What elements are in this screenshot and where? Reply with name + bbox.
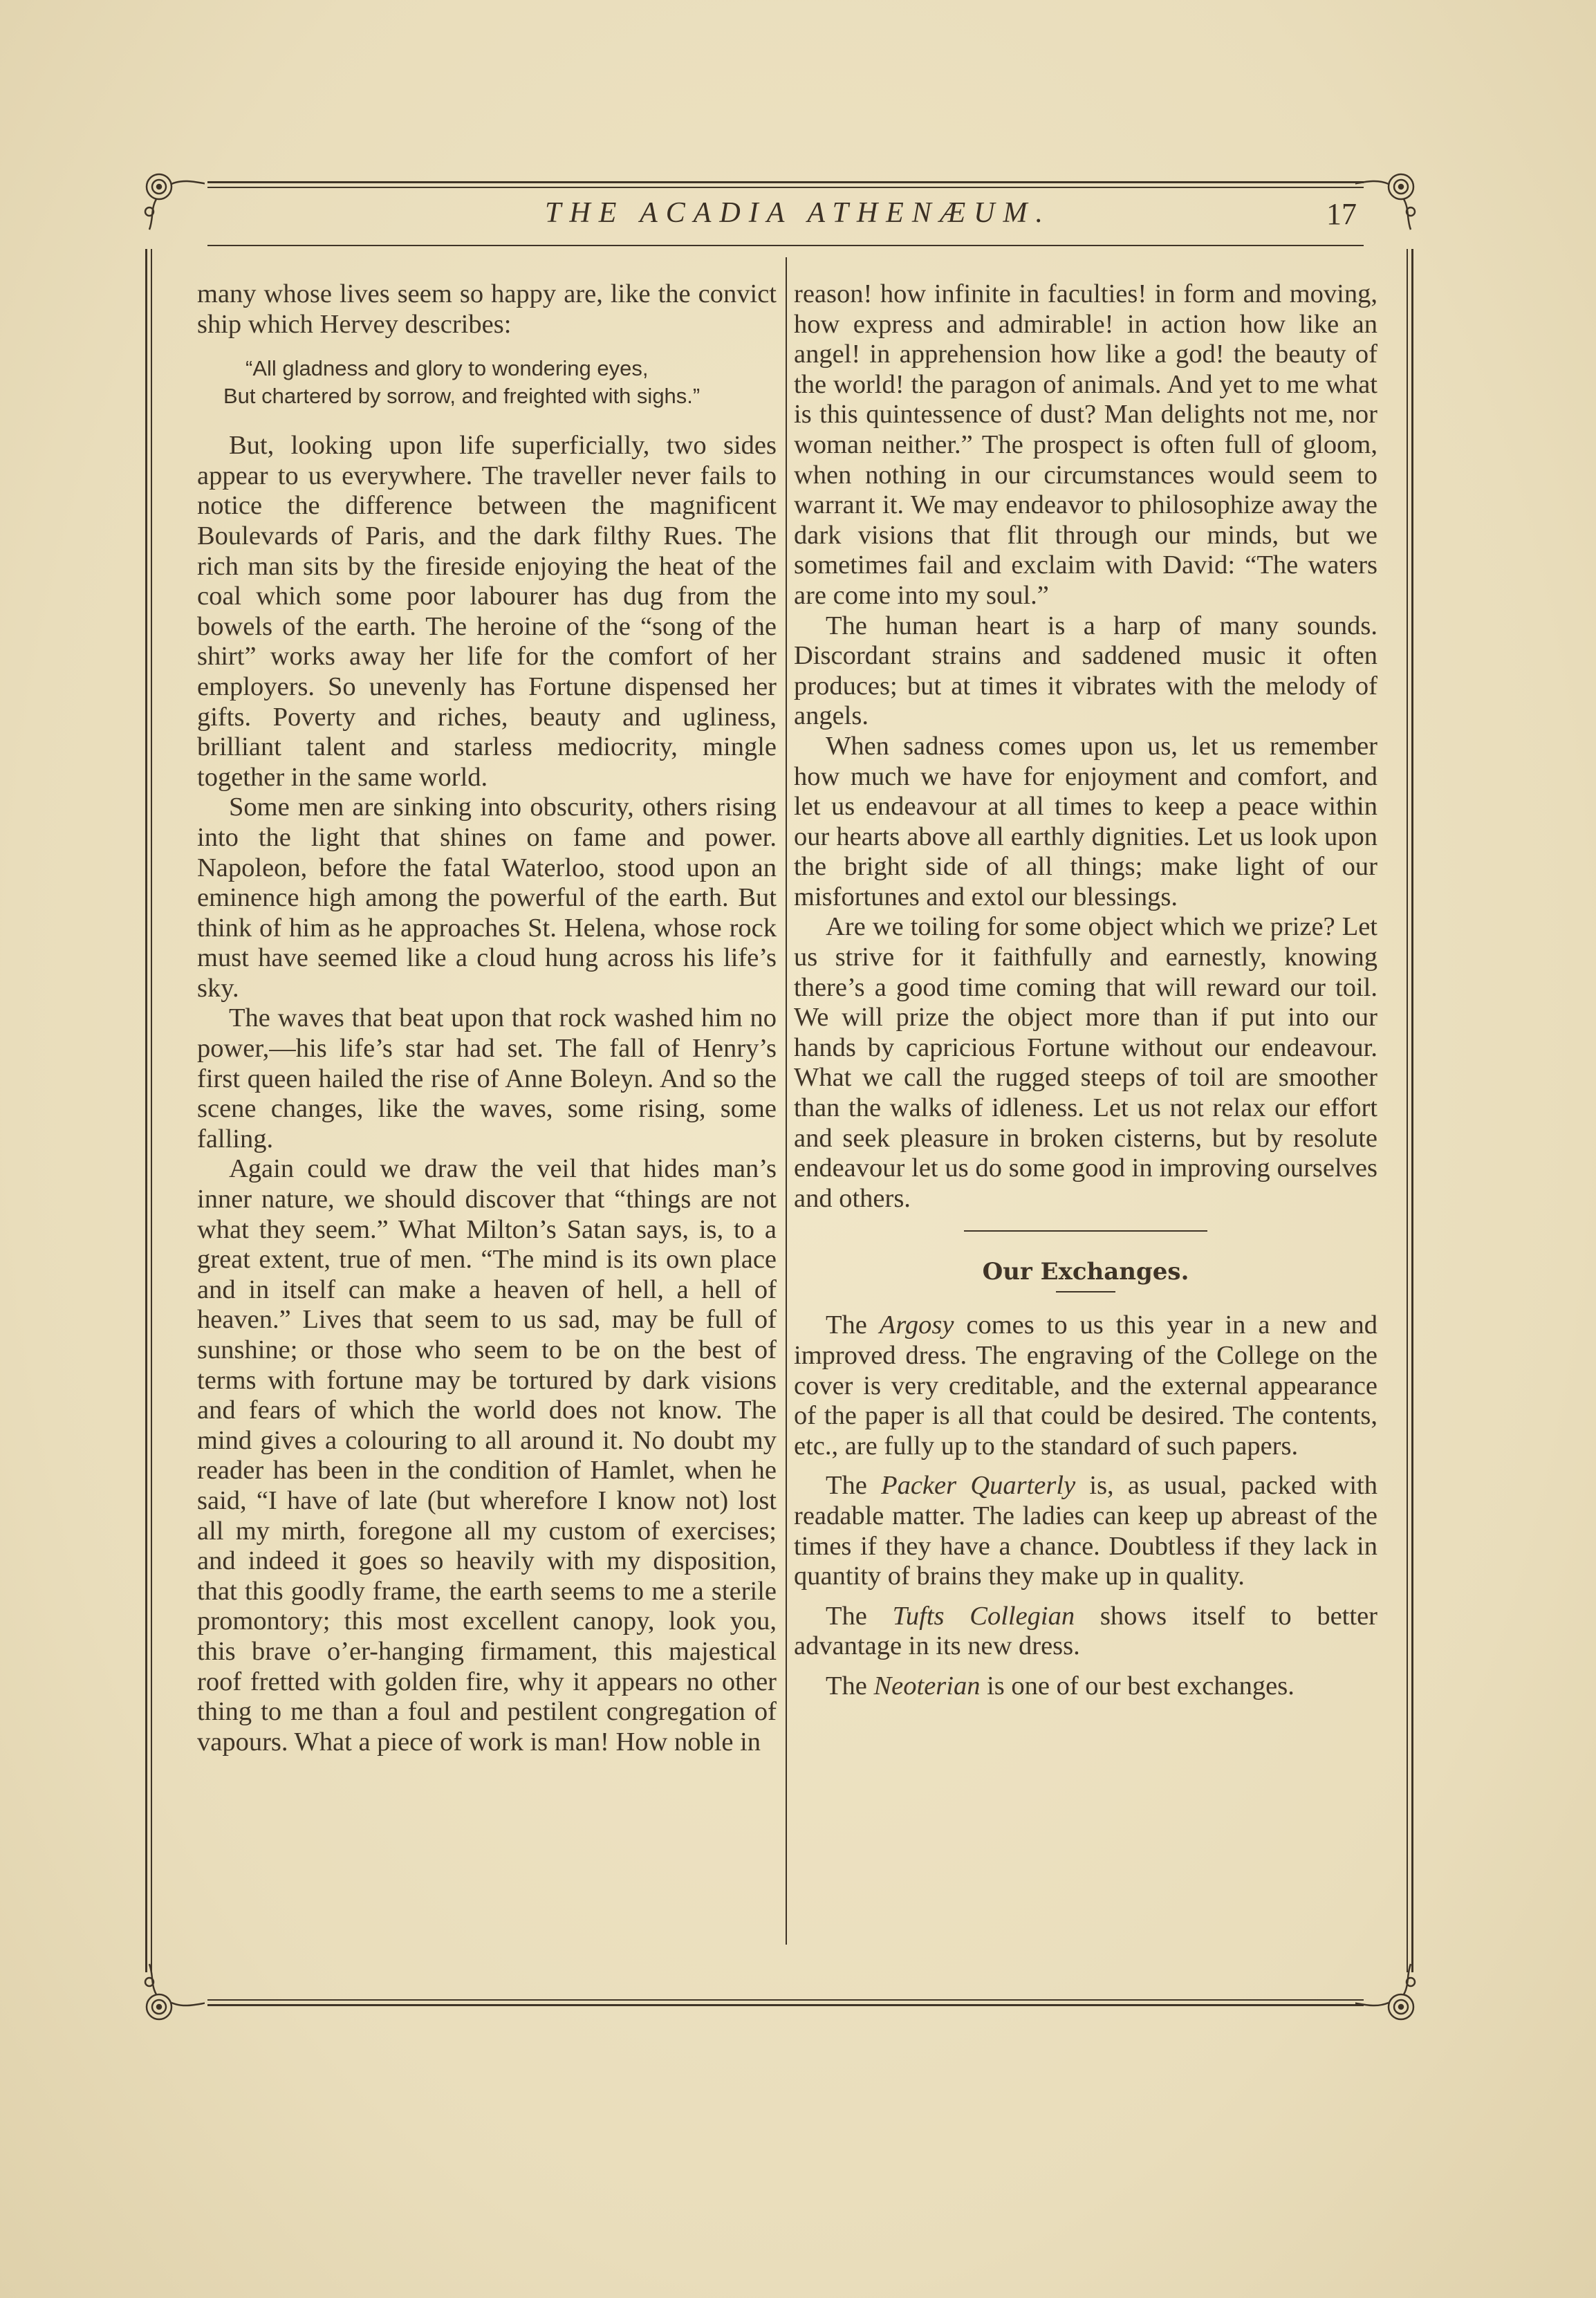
right-continuation-text: reason! how infinite in faculties! in form and moving, how express and admirable! in action how like an angel! in apprehension how like a god! the beauty of the world! the paragon of animals. And yet to me what is this quintessence of dust? Man delights not me, nor woman neither.” The prospect is often full of gloom, when nothing in our circumstances would seem to warrant it. We may endeavor to philosophize away the dark visions that flit through our minds, but we sometimes fail and exclaim with David: “The waters are come into my soul.” [794, 279, 1377, 610]
poem-line: “All gladness and glory to wondering eyes, [245, 356, 649, 381]
exchange-title: Packer Quarterly [881, 1471, 1076, 1501]
left-rule-inner [151, 249, 152, 1972]
exchange-title: Neoterian [873, 1671, 981, 1701]
exchange-text: The [826, 1471, 882, 1501]
exchange-item [794, 1471, 1377, 1591]
top-rule-lower [207, 187, 1364, 188]
section-separator [964, 1230, 1207, 1232]
exchange-text: The [826, 1671, 874, 1701]
exchange-title: Argosy [879, 1310, 954, 1340]
top-rule-upper [207, 181, 1364, 183]
left-rule-outer [145, 249, 147, 1972]
paragraph: The waves that beat upon that rock washed him no power,—his life’s star had set. The fall of Henry’s first queen hailed the rise of Anne Boleyn. And so the scene changes, like the waves, some rising, some falling. [197, 1003, 777, 1153]
paragraph: Again could we draw the veil that hides man’s inner nature, we should discover that “things are not what they seem.” What Milton’s Satan says, is, to a great extent, true of men. “The mind is its own place and in itself can make a heaven of hell, a hell of heaven.” Lives that seem to us sad, may be full of sunshine; or those who seem to be on the best of terms with fortune may be tortured by dark visions and fears of which the world does not know. The mind gives a colouring to all around it. No doubt my reader has been in the condition of Hamlet, when he said, “I have of late (but wherefore I know not) lost all my mirth, foregone all my custom of exercises; and indeed it goes so heavily with my disposition, that this goodly frame, the earth seems to me a sterile promontory; this most excellent canopy, look you, this brave o’er-hanging firmament, this majestical roof fretted with golden fire, why it appears no other thing to me than a foul and pestilent congregation of vapours. What a piece of work is man! How noble in [197, 1154, 777, 1757]
exchange-item [794, 1310, 1377, 1461]
right-column [794, 279, 1377, 1712]
exchange-item [794, 1602, 1377, 1662]
paragraph: When sadness comes upon us, let us remember how much we have for enjoyment and comfort, and let us endeavour at all times to keep a peace within our hearts above all earthly dignities. Let us look upon the bright side of all things; make light of our misfortunes and extol our blessings. [794, 731, 1377, 911]
header-underline [207, 245, 1364, 246]
paragraph: But, looking upon life superficially, two sides appear to us everywhere. The traveller never fails to notice the difference between the magnificent Boulevards of Paris, and the dark filthy Rues. The rich man sits by the fireside enjoying the heat of the coal which some poor labourer has dug from the bowels of the earth. The heroine of the “song of the shirt” works away her life for the comfort of her employers. So unevenly has Fortune dispensed her gifts. Poverty and riches, beauty and ugliness, brilliant talent and starless mediocrity, mingle together in the same world. [197, 431, 777, 792]
left-column [197, 279, 777, 1757]
exchange-text: The [826, 1601, 893, 1631]
right-rule-outer [1411, 249, 1413, 1972]
left-intro-text: many whose lives seem so happy are, like the convict ship which Hervey describes: [197, 279, 777, 339]
heading-underline [1056, 1291, 1115, 1292]
exchange-text: is, as usual, packed with readable matter. The ladies can keep up abreast of the times if they have a chance. Doubtless if they lack in quantity of brains they make up in quality. [794, 1471, 1377, 1591]
paragraph: Are we toiling for some object which we prize? Let us strive for it faithfully and earnestly, knowing there’s a good time coming that will reward our toil. We will prize the object more than if put into our hands by capricious Fortune without our endeavour. What we call the rugged steeps of toil are smoother than the walks of idleness. Let us not relax our effort and seek pleasure in broken cisterns, but by resolute endeavour let us do some good in improving ourselves and others. [794, 912, 1377, 1213]
column-divider [786, 257, 787, 1945]
exchange-item [794, 1671, 1377, 1702]
bottom-rule-lower [207, 2004, 1364, 2006]
corner-ornament-bottom-right [1355, 1963, 1425, 2032]
exchanges-list [794, 1310, 1377, 1701]
exchange-text: is one of our best exchanges. [980, 1671, 1295, 1701]
paragraph: Some men are sinking into obscurity, others rising into the light that shines on fame and power. Napoleon, before the fatal Waterloo, stood upon an eminence high among the powerful of the earth. But think of him as he approaches St. Helena, whose rock must have seemed like a cloud hung across his life’s sky. [197, 793, 777, 1003]
right-rule-inner [1407, 249, 1408, 1972]
exchange-text: comes to us this year in a new and improved dress. The engraving of the College on the cover is very creditable, and the external appearance of the paper is all that could be desired. The contents, etc., are fully up to the standard of such papers. [794, 1310, 1378, 1461]
section-heading-exchanges: Our Exchanges. [982, 1258, 1189, 1286]
corner-ornament-bottom-left [136, 1963, 205, 2032]
bottom-rule-upper [207, 1999, 1364, 2001]
exchange-text: shows itself to better advantage in its new dress. [794, 1601, 1377, 1661]
exchange-title: Tufts Collegian [892, 1601, 1075, 1631]
running-header-title: THE ACADIA ATHENÆUM. [545, 197, 1051, 229]
poem-quote [197, 355, 777, 410]
page-number: 17 [1326, 197, 1357, 231]
poem-line: But chartered by sorrow, and freighted with sighs.” [223, 384, 700, 409]
exchange-text: The [826, 1310, 880, 1340]
paragraph: The human heart is a harp of many sounds. Discordant strains and saddened music it often produces; but at times it vibrates with the melody of angels. [794, 611, 1377, 731]
